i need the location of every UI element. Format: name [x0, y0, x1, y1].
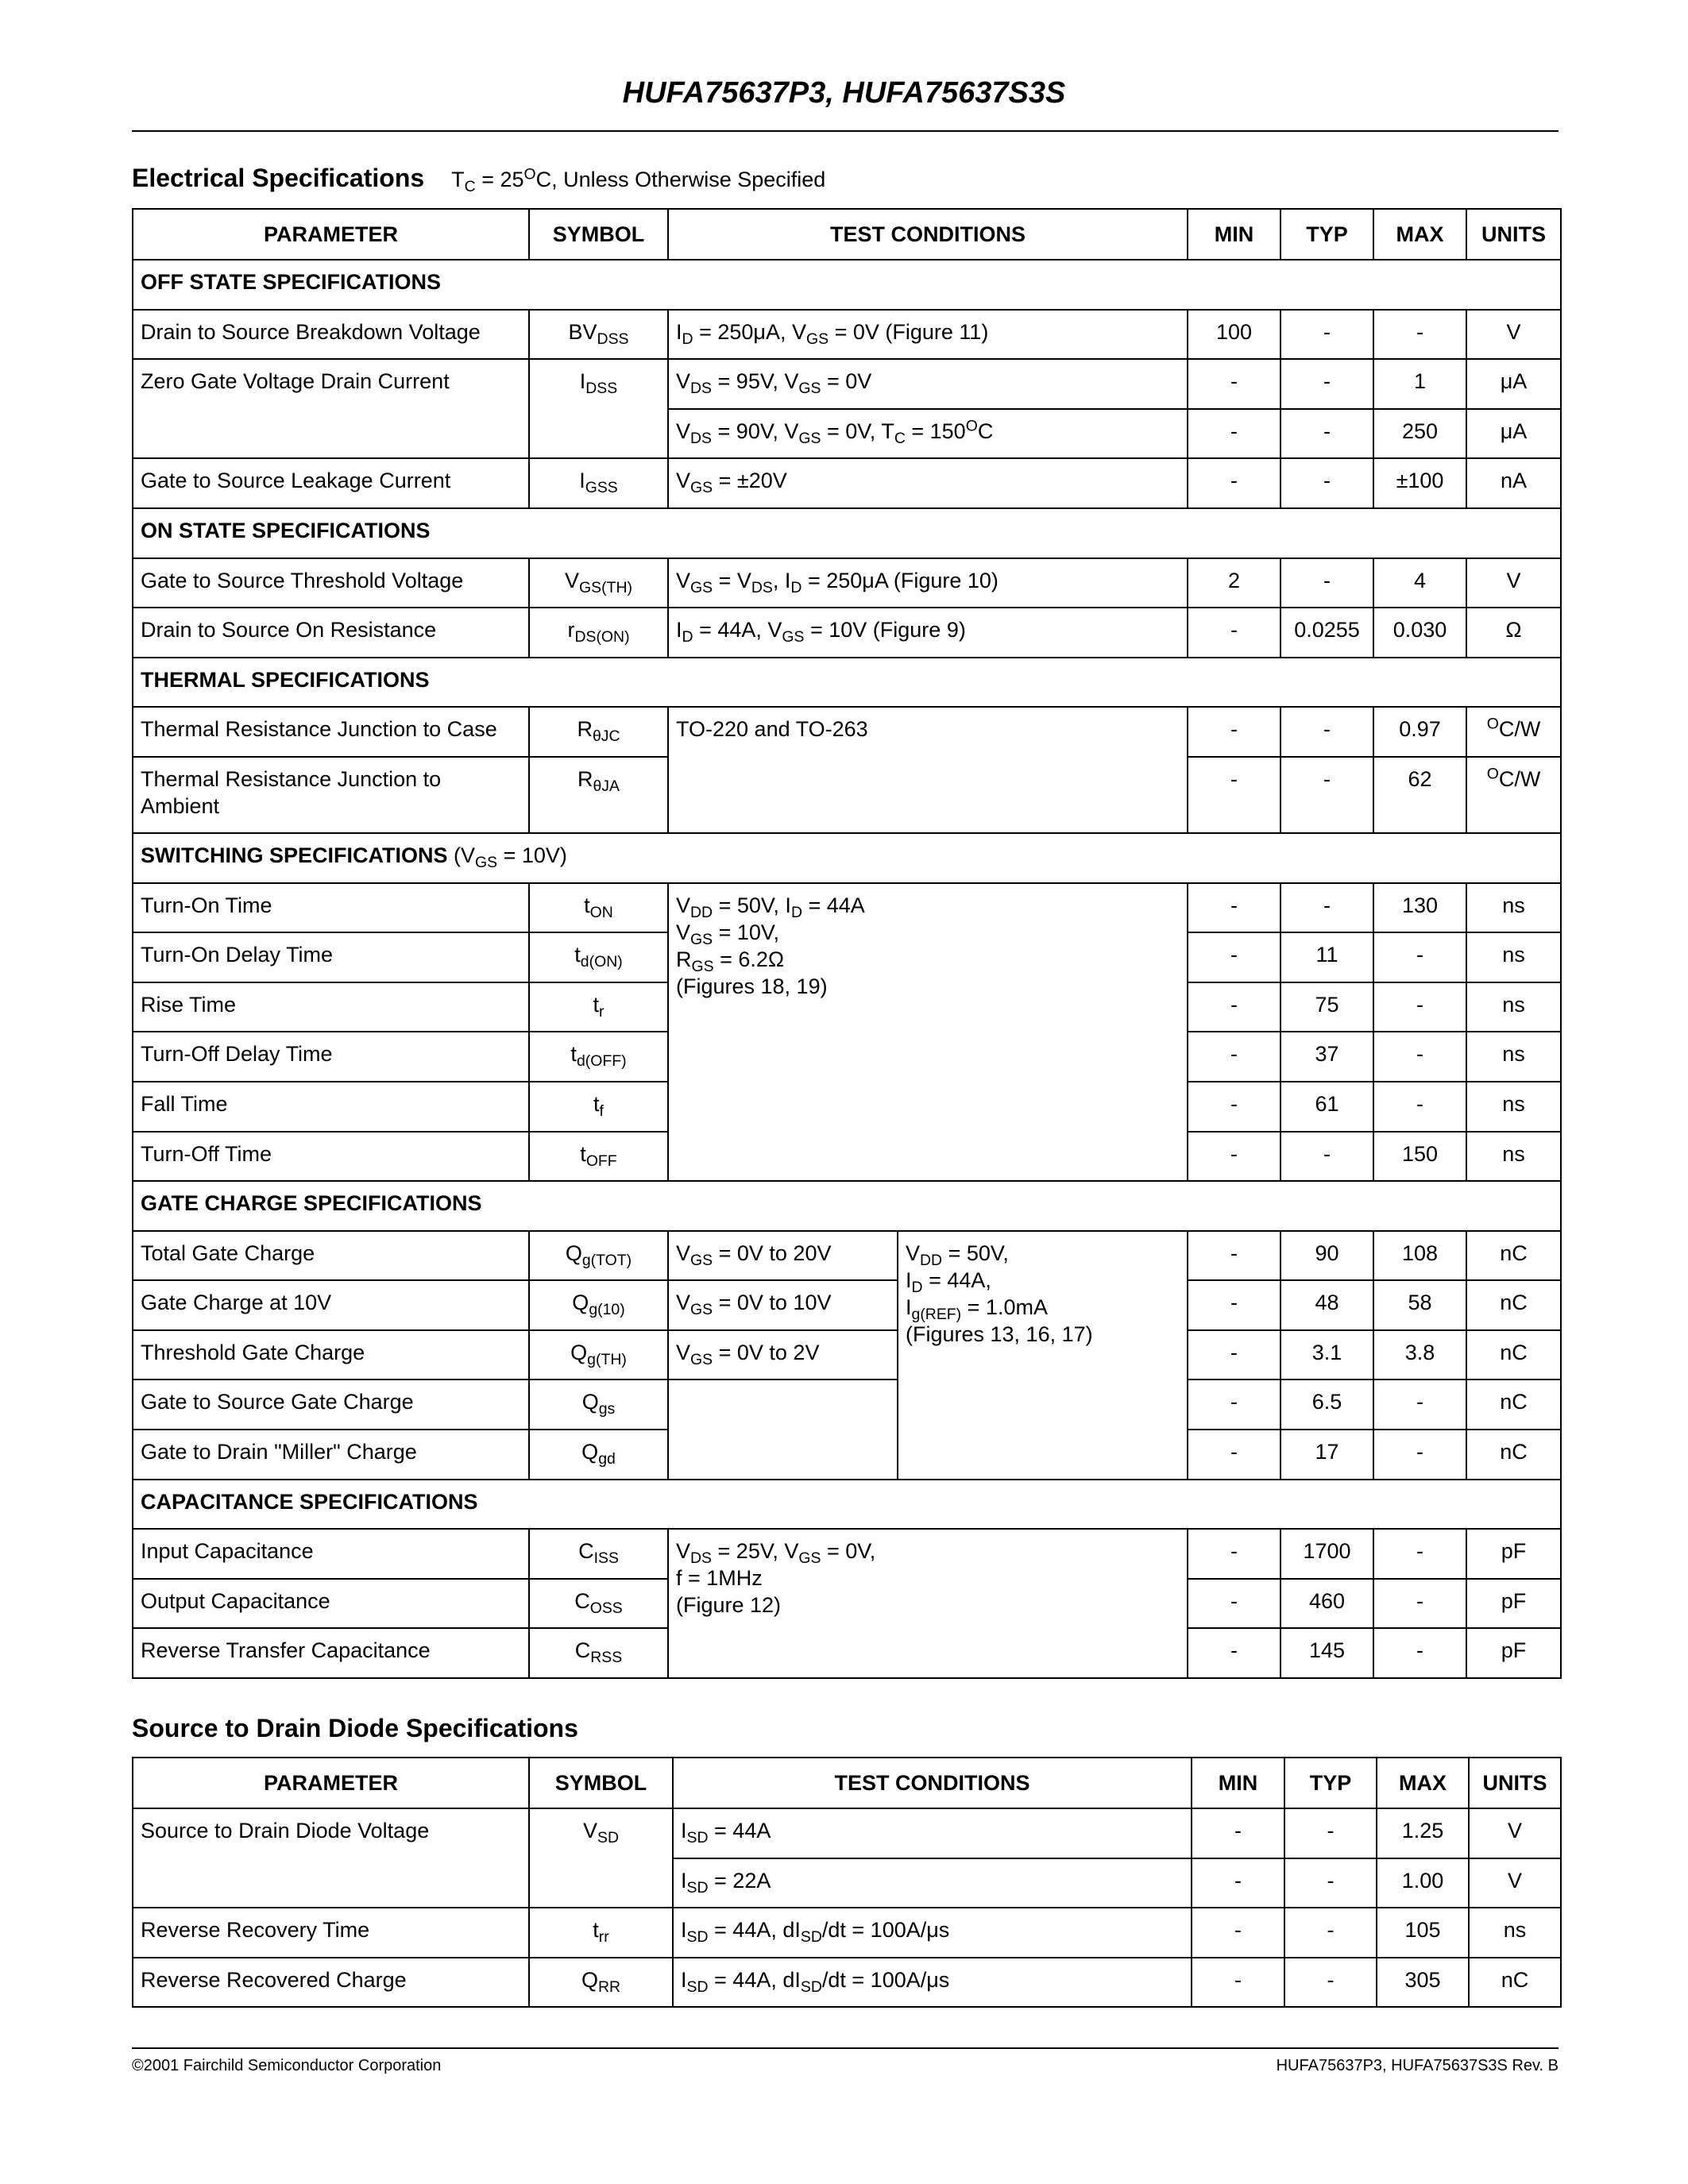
condition-cell: $V_{DS} = 25V$, $V_{GS} = 0V$, f = 1MHz (Figure 12) — [668, 1529, 1188, 1678]
min-cell: - — [1192, 1858, 1284, 1908]
parameter-cell: Thermal Resistance Junction to Case — [133, 707, 529, 757]
units-cell: nC — [1466, 1280, 1561, 1330]
min-cell: - — [1188, 757, 1280, 833]
parameter-cell: Source to Drain Diode Voltage — [133, 1808, 529, 1908]
column-header: MAX — [1373, 209, 1466, 260]
max-cell: 1 — [1373, 359, 1466, 409]
max-cell: - — [1373, 1628, 1466, 1678]
max-cell: - — [1373, 1379, 1466, 1430]
symbol-cell: $t_{d(OFF)}$ — [529, 1032, 668, 1082]
symbol-cell: $Q_{RR}$ — [529, 1958, 673, 2008]
condition-cell — [668, 1379, 898, 1479]
condition-cell: $V_{GS} = 0V$ to 2V — [668, 1330, 898, 1380]
max-cell: 0.97 — [1373, 707, 1466, 757]
parameter-cell: Gate to Source Threshold Voltage — [133, 558, 529, 608]
column-header: PARAMETER — [133, 209, 529, 260]
max-cell: - — [1373, 1032, 1466, 1082]
electrical-specs-heading: Electrical Specifications $T_C = 25^OC$, Unless Otherwise Specified — [132, 164, 826, 196]
column-header: SYMBOL — [529, 209, 668, 260]
min-cell: - — [1188, 1032, 1280, 1082]
max-cell: - — [1373, 1529, 1466, 1579]
parameter-cell: Reverse Recovered Charge — [133, 1958, 529, 2008]
parameter-cell: Gate to Drain "Miller" Charge — [133, 1430, 529, 1480]
condition-cell: $V_{GS} = V_{DS}$, $I_D = 250\mu A$ (Figure 10) — [668, 558, 1188, 608]
table-row — [133, 1529, 1561, 1579]
typ-cell: - — [1284, 1958, 1377, 2008]
table-row — [133, 359, 1561, 409]
min-cell: - — [1188, 1628, 1280, 1678]
max-cell: 108 — [1373, 1231, 1466, 1281]
section-row — [133, 658, 1561, 708]
symbol-cell: $I_{DSS}$ — [529, 359, 668, 458]
typ-cell: - — [1280, 707, 1373, 757]
typ-cell: 75 — [1280, 982, 1373, 1032]
units-cell: nC — [1469, 1958, 1561, 2008]
parameter-cell: Input Capacitance — [133, 1529, 529, 1579]
condition-cell: $V_{DS} = 90V$, $V_{GS} = 0V$, $T_C = 150^OC$ — [668, 409, 1188, 459]
footer-part-revision: HUFA75637P3, HUFA75637S3S Rev. B — [1276, 2057, 1559, 2074]
typ-cell: 61 — [1280, 1082, 1373, 1132]
typ-cell: 460 — [1280, 1579, 1373, 1629]
min-cell: - — [1188, 1529, 1280, 1579]
section-title: ON STATE SPECIFICATIONS — [133, 508, 1561, 558]
typ-cell: 37 — [1280, 1032, 1373, 1082]
table-row — [133, 1280, 1561, 1330]
table-row — [133, 608, 1561, 658]
condition-cell: TO-220 and TO-263 — [668, 707, 1188, 833]
column-header: MIN — [1188, 209, 1280, 260]
parameter-cell: Turn-Off Time — [133, 1132, 529, 1182]
condition-cell: $I_{SD} = 44A$, $dI_{SD}/dt = 100A/\mu s$ — [673, 1958, 1192, 2008]
table-row — [133, 1330, 1561, 1380]
units-cell: ns — [1466, 982, 1561, 1032]
units-cell: V — [1469, 1808, 1561, 1858]
units-cell: pF — [1466, 1628, 1561, 1678]
condition-cell: $I_D = 44A$, $V_{GS} = 10V$ (Figure 9) — [668, 608, 1188, 658]
column-header: MAX — [1377, 1758, 1469, 1808]
symbol-cell: $t_{ON}$ — [529, 883, 668, 933]
typ-cell: - — [1280, 409, 1373, 459]
condition-cell: $V_{DD} = 50V$, $I_D = 44A$ $V_{GS} = 10V$, $R_{GS} = 6.2\Omega$ (Figures 18, 19) — [668, 883, 1188, 1182]
min-cell: - — [1188, 1280, 1280, 1330]
min-cell: - — [1188, 409, 1280, 459]
min-cell: - — [1192, 1908, 1284, 1958]
symbol-cell: $t_f$ — [529, 1082, 668, 1132]
min-cell: 2 — [1188, 558, 1280, 608]
units-cell: ns — [1466, 883, 1561, 933]
max-cell: - — [1373, 1579, 1466, 1629]
min-cell: - — [1188, 608, 1280, 658]
parameter-cell: Reverse Transfer Capacitance — [133, 1628, 529, 1678]
units-cell: $^O$C/W — [1466, 757, 1561, 833]
section-title: CAPACITANCE SPECIFICATIONS — [133, 1480, 1561, 1530]
max-cell: 62 — [1373, 757, 1466, 833]
max-cell: ±100 — [1373, 458, 1466, 508]
min-cell: - — [1188, 1231, 1280, 1281]
footer-copyright: ©2001 Fairchild Semiconductor Corporation — [132, 2057, 442, 2074]
typ-cell: 48 — [1280, 1280, 1373, 1330]
footer-rule — [132, 2047, 1559, 2049]
units-cell: pF — [1466, 1529, 1561, 1579]
min-cell: - — [1192, 1958, 1284, 2008]
parameter-cell: Gate Charge at 10V — [133, 1280, 529, 1330]
symbol-cell: $V_{SD}$ — [529, 1808, 673, 1908]
symbol-cell: $Q_{g(TH)}$ — [529, 1330, 668, 1380]
table-header-row — [133, 1758, 1561, 1808]
units-cell: nC — [1466, 1379, 1561, 1430]
section-title: SWITCHING SPECIFICATIONS $(V_{GS} = 10V)$ — [133, 833, 1561, 883]
typ-cell: - — [1284, 1808, 1377, 1858]
max-cell: - — [1373, 1082, 1466, 1132]
parameter-cell: Turn-On Delay Time — [133, 932, 529, 982]
units-cell: Ω — [1466, 608, 1561, 658]
symbol-cell: $C_{ISS}$ — [529, 1529, 668, 1579]
section-row — [133, 508, 1561, 558]
column-header: UNITS — [1466, 209, 1561, 260]
parameter-cell: Turn-Off Delay Time — [133, 1032, 529, 1082]
condition-cell: $I_{SD} = 22A$ — [673, 1858, 1192, 1908]
symbol-cell: $t_{d(ON)}$ — [529, 932, 668, 982]
units-cell: nC — [1466, 1430, 1561, 1480]
condition-cell: $I_{SD} = 44A$, $dI_{SD}/dt = 100A/\mu s$ — [673, 1908, 1192, 1958]
parameter-cell: Rise Time — [133, 982, 529, 1032]
parameter-cell: Gate to Source Leakage Current — [133, 458, 529, 508]
section-row — [133, 1480, 1561, 1530]
units-cell: $^O$C/W — [1466, 707, 1561, 757]
symbol-cell: $Q_{gs}$ — [529, 1379, 668, 1430]
typ-cell: - — [1280, 757, 1373, 833]
condition-cell: $V_{GS} = 0V$ to 20V — [668, 1231, 898, 1281]
symbol-cell: $Q_{gd}$ — [529, 1430, 668, 1480]
page-title: HUFA75637P3, HUFA75637S3S — [622, 76, 1066, 110]
condition-cell: $V_{GS} = \pm 20V$ — [668, 458, 1188, 508]
parameter-cell: Total Gate Charge — [133, 1231, 529, 1281]
section-row — [133, 1181, 1561, 1231]
max-cell: 150 — [1373, 1132, 1466, 1182]
typ-cell: 1700 — [1280, 1529, 1373, 1579]
electrical-specs-table — [132, 208, 1562, 1679]
parameter-cell: Gate to Source Gate Charge — [133, 1379, 529, 1430]
parameter-cell: Output Capacitance — [133, 1579, 529, 1629]
symbol-cell: $R_{\theta JC}$ — [529, 707, 668, 757]
units-cell: ns — [1466, 932, 1561, 982]
min-cell: - — [1188, 1082, 1280, 1132]
column-header: TEST CONDITIONS — [673, 1758, 1192, 1808]
max-cell: - — [1373, 310, 1466, 360]
min-cell: - — [1188, 707, 1280, 757]
max-cell: 0.030 — [1373, 608, 1466, 658]
symbol-cell: $V_{GS(TH)}$ — [529, 558, 668, 608]
symbol-cell: $Q_{g(10)}$ — [529, 1280, 668, 1330]
max-cell: 105 — [1377, 1908, 1469, 1958]
typ-cell: 3.1 — [1280, 1330, 1373, 1380]
table-row — [133, 1908, 1561, 1958]
symbol-cell: $t_{rr}$ — [529, 1908, 673, 1958]
column-header: MIN — [1192, 1758, 1284, 1808]
units-cell: ns — [1466, 1032, 1561, 1082]
parameter-cell: Reverse Recovery Time — [133, 1908, 529, 1958]
typ-cell: 90 — [1280, 1231, 1373, 1281]
units-cell: ns — [1466, 1082, 1561, 1132]
max-cell: 1.25 — [1377, 1808, 1469, 1858]
table-row — [133, 1231, 1561, 1281]
table-row — [133, 1808, 1561, 1858]
symbol-cell: $C_{RSS}$ — [529, 1628, 668, 1678]
table-row — [133, 310, 1561, 360]
max-cell: 305 — [1377, 1958, 1469, 2008]
parameter-cell: Drain to Source On Resistance — [133, 608, 529, 658]
typ-cell: - — [1280, 359, 1373, 409]
units-cell: pF — [1466, 1579, 1561, 1629]
column-header: PARAMETER — [133, 1758, 529, 1808]
column-header: SYMBOL — [529, 1758, 673, 1808]
units-cell: μA — [1466, 359, 1561, 409]
symbol-cell: $C_{OSS}$ — [529, 1579, 668, 1629]
units-cell: V — [1466, 310, 1561, 360]
condition-cell: $V_{DS} = 95V$, $V_{GS} = 0V$ — [668, 359, 1188, 409]
section-row — [133, 260, 1561, 310]
diode-specs-table — [132, 1757, 1562, 2008]
max-cell: 4 — [1373, 558, 1466, 608]
min-cell: - — [1188, 1430, 1280, 1480]
typ-cell: - — [1280, 310, 1373, 360]
typ-cell: 6.5 — [1280, 1379, 1373, 1430]
column-header: UNITS — [1469, 1758, 1561, 1808]
typ-cell: 11 — [1280, 932, 1373, 982]
typ-cell: - — [1284, 1858, 1377, 1908]
min-cell: - — [1188, 1579, 1280, 1629]
max-cell: - — [1373, 1430, 1466, 1480]
condition-cell: $I_D = 250\mu A$, $V_{GS} = 0V$ (Figure 11) — [668, 310, 1188, 360]
parameter-cell: Thermal Resistance Junction to Ambient — [133, 757, 529, 833]
symbol-cell: $R_{\theta JA}$ — [529, 757, 668, 833]
symbol-cell: $t_{OFF}$ — [529, 1132, 668, 1182]
min-cell: - — [1188, 1379, 1280, 1430]
table-row — [133, 1379, 1561, 1430]
max-cell: 1.00 — [1377, 1858, 1469, 1908]
max-cell: 3.8 — [1373, 1330, 1466, 1380]
parameter-cell: Drain to Source Breakdown Voltage — [133, 310, 529, 360]
column-header: TEST CONDITIONS — [668, 209, 1188, 260]
max-cell: - — [1373, 982, 1466, 1032]
min-cell: - — [1188, 458, 1280, 508]
parameter-cell: Turn-On Time — [133, 883, 529, 933]
table-row — [133, 558, 1561, 608]
table-row — [133, 1958, 1561, 2008]
diode-specs-heading: Source to Drain Diode Specifications — [132, 1714, 578, 1742]
condition-cell: $V_{GS} = 0V$ to 10V — [668, 1280, 898, 1330]
units-cell: nC — [1466, 1330, 1561, 1380]
units-cell: nA — [1466, 458, 1561, 508]
units-cell: ns — [1469, 1908, 1561, 1958]
typ-cell: - — [1280, 883, 1373, 933]
min-cell: - — [1188, 932, 1280, 982]
typ-cell: - — [1280, 558, 1373, 608]
common-condition-cell: $V_{DD} = 50V$, $I_D = 44A$, $I_{g(REF)} = 1.0mA$ (Figures 13, 16, 17) — [898, 1231, 1188, 1480]
units-cell: μA — [1466, 409, 1561, 459]
parameter-cell: Zero Gate Voltage Drain Current — [133, 359, 529, 458]
typ-cell: 145 — [1280, 1628, 1373, 1678]
symbol-cell: $t_r$ — [529, 982, 668, 1032]
table-row — [133, 707, 1561, 757]
symbol-cell: $I_{GSS}$ — [529, 458, 668, 508]
column-header: TYP — [1284, 1758, 1377, 1808]
min-cell: - — [1192, 1808, 1284, 1858]
units-cell: nC — [1466, 1231, 1561, 1281]
min-cell: - — [1188, 1132, 1280, 1182]
units-cell: V — [1469, 1858, 1561, 1908]
table-row — [133, 458, 1561, 508]
table-row — [133, 883, 1561, 933]
typ-cell: 17 — [1280, 1430, 1373, 1480]
min-cell: - — [1188, 883, 1280, 933]
header-rule — [132, 130, 1559, 132]
typ-cell: - — [1280, 1132, 1373, 1182]
max-cell: - — [1373, 932, 1466, 982]
typ-cell: 0.0255 — [1280, 608, 1373, 658]
section-row — [133, 833, 1561, 883]
section-title: THERMAL SPECIFICATIONS — [133, 658, 1561, 708]
parameter-cell: Threshold Gate Charge — [133, 1330, 529, 1380]
table-header-row — [133, 209, 1561, 260]
symbol-cell: $BV_{DSS}$ — [529, 310, 668, 360]
section-title: GATE CHARGE SPECIFICATIONS — [133, 1181, 1561, 1231]
condition-cell: $I_{SD} = 44A$ — [673, 1808, 1192, 1858]
symbol-cell: $r_{DS(ON)}$ — [529, 608, 668, 658]
min-cell: - — [1188, 1330, 1280, 1380]
units-cell: V — [1466, 558, 1561, 608]
min-cell: - — [1188, 359, 1280, 409]
max-cell: 130 — [1373, 883, 1466, 933]
units-cell: ns — [1466, 1132, 1561, 1182]
section-title: OFF STATE SPECIFICATIONS — [133, 260, 1561, 310]
min-cell: 100 — [1188, 310, 1280, 360]
typ-cell: - — [1284, 1908, 1377, 1958]
max-cell: 250 — [1373, 409, 1466, 459]
parameter-cell: Fall Time — [133, 1082, 529, 1132]
typ-cell: - — [1280, 458, 1373, 508]
max-cell: 58 — [1373, 1280, 1466, 1330]
column-header: TYP — [1280, 209, 1373, 260]
min-cell: - — [1188, 982, 1280, 1032]
symbol-cell: $Q_{g(TOT)}$ — [529, 1231, 668, 1281]
global-test-condition: $T_C = 25^OC$, Unless Otherwise Specified — [451, 165, 826, 196]
